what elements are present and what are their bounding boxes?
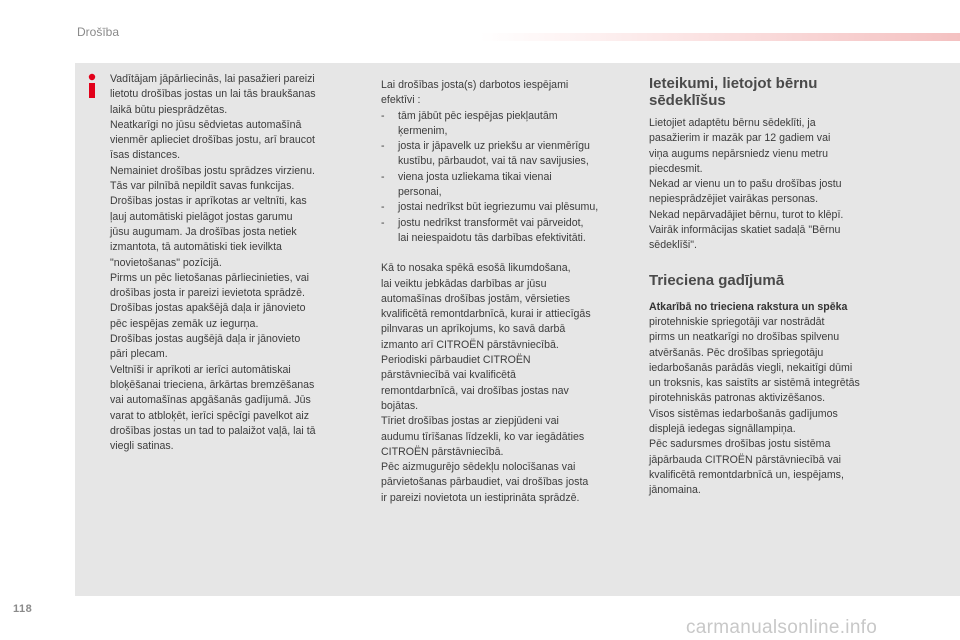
dash-marker: -: [381, 109, 385, 122]
info-icon: [85, 73, 99, 99]
text-line: Nekad ar vienu un to pašu drošības jostu: [649, 178, 842, 191]
text-line: displejā iedegas signāllampiņa.: [649, 423, 796, 436]
spacer: [381, 246, 631, 261]
text-line: viņa augums nepārsniedz vienu metru: [649, 147, 829, 160]
intro-line: Lai drošības josta(s) darbotos iespējami: [381, 79, 569, 91]
text-line: pēc iespējas zemāk uz iegurņa.: [110, 317, 259, 330]
text-line: Visos sistēmas iedarbošanās gadījumos: [649, 407, 838, 420]
text-line: bloķēšanai trieciena, ārkārtas bremzēšanas: [110, 378, 315, 391]
list-item-continuation: lai neiespaidotu tās darbības efektivitāti.: [398, 231, 586, 244]
text-line: izmanto arī CITROËN pārstāvniecībā.: [381, 338, 559, 351]
column-3: [649, 75, 899, 499]
column-1: [110, 72, 360, 454]
list-item-continuation: kustību, pārbaudot, vai tā nav savijusies,: [398, 155, 589, 168]
text-line: ir pareizi novietota un iestiprināta sprādzē.: [381, 491, 580, 504]
text-line: Kā to nosaka spēkā esošā likumdošana,: [381, 262, 571, 275]
text-line: Veltnīši ir aprīkoti ar ierīci automātiskai: [110, 363, 291, 376]
text-line: jāpārbauda CITROËN pārstāvniecībā vai: [649, 453, 841, 466]
text-line: sēdeklīši".: [649, 239, 697, 252]
intro-line: efektīvi :: [381, 94, 421, 107]
dash-marker: -: [381, 201, 385, 214]
text-line: kvalificētā remontdarbnīcā, kurai ir attiecīgās: [381, 308, 591, 321]
heading-in-case-of-impact: Trieciena gadījumā: [649, 271, 785, 289]
header-accent-bar: [480, 33, 960, 41]
text-line: Tīriet drošības jostas ar ziepjūdeni vai: [381, 415, 559, 428]
list-item-text: josta ir jāpavelk uz priekšu ar vienmērīgu: [398, 140, 590, 153]
text-line: pirotehniskās patronas aktivizēšanos.: [649, 392, 826, 405]
text-line: lai veiktu jebkādas darbības ar jūsu: [381, 277, 547, 290]
text-line: "novietošanas" pozīcijā.: [110, 256, 222, 269]
text-line: Pēc aizmugurējo sēdekļu nolocīšanas vai: [381, 461, 576, 474]
dash-marker: -: [381, 170, 385, 183]
text-line: Pirms un pēc lietošanas pārliecinieties, vai: [110, 271, 310, 284]
text-line: bojātas.: [381, 399, 419, 412]
text-line: pārvietošanas pārbaudiet, vai drošības josta: [381, 476, 589, 489]
text-line: nepiesprādzējiet vairākas personas.: [649, 193, 819, 206]
text-line: automašīnas drošības jostām, vērsieties: [381, 292, 571, 305]
text-line: viegli satinas.: [110, 440, 174, 453]
text-line: Nemainiet drošības jostu sprādzes virzienu.: [110, 164, 315, 177]
text-line: Vadītājam jāpārliecinās, lai pasažieri pareizi: [110, 73, 315, 85]
heading-line: Ieteikumi, lietojot bērnu: [649, 75, 818, 92]
text-line: CITROËN pārstāvniecībā.: [381, 445, 504, 458]
text-line: ļauj automātiski pielāgot jostas garumu: [110, 210, 293, 223]
text-line: jūsu augumam. Ja drošības josta netiek: [110, 225, 297, 238]
text-line: atvēršanās. Pēc drošības spriegotāju: [649, 346, 824, 359]
text-line: piecdesmit.: [649, 162, 703, 175]
dash-marker: -: [381, 216, 385, 229]
bold-lead-line: Atkarībā no trieciena rakstura un spēka: [649, 300, 848, 313]
text-line: drošības josta ir pareizi ievietota sprādzē.: [110, 287, 305, 300]
text-line: Drošības jostas apakšējā daļa ir jānovieto: [110, 302, 306, 315]
watermark: carmanualsonline.info: [686, 617, 878, 638]
list-item-text: tām jābūt pēc iespējas piekļautām: [398, 109, 558, 122]
text-line: Vairāk informācijas skatiet sadaļā "Bērnu: [649, 224, 841, 237]
text-line: izmantota, tā automātiski tiek ievilkta: [110, 241, 282, 254]
list-item: [381, 170, 631, 185]
text-line: īsas distances.: [110, 149, 181, 162]
heading-child-seats: [649, 75, 899, 109]
text-line: pasažierim ir mazāk par 12 gadiem vai: [649, 132, 831, 145]
text-line: lietotu drošības jostas un lai tās braukšanas: [110, 88, 316, 101]
text-line: Neatkarīgi no jūsu sēdvietas automašīnā: [110, 118, 302, 131]
text-line: audumu tīrīšanas līdzekli, ko var iegādāties: [381, 430, 585, 443]
section-title: Drošība: [77, 25, 120, 39]
column-2: [381, 78, 631, 506]
page-number: 118: [13, 603, 33, 615]
text-line: pirms un neatkarīgi no drošības spilvenu: [649, 331, 840, 344]
list-item-continuation: ķermenim,: [398, 124, 448, 137]
text-line: drošības jostas un tad to palaižot vaļā, lai tā: [110, 424, 316, 437]
list-item-text: jostai nedrīkst būt iegriezumu vai plēsumu,: [398, 201, 599, 214]
list-item: [381, 216, 631, 231]
text-line: Drošības jostas ir aprīkotas ar veltnīti, kas: [110, 195, 307, 208]
heading-line: sēdeklīšus: [649, 92, 726, 109]
text-line: jānomaina.: [649, 484, 701, 497]
text-line: Drošības jostas augšējā daļa ir jānovieto: [110, 333, 301, 346]
text-line: Nekad nepārvadājiet bērnu, turot to klēpī.: [649, 208, 844, 221]
dash-marker: -: [381, 140, 385, 153]
text-line: kvalificētā remontdarbnīcā un, iespējams,: [649, 468, 844, 481]
text-line: pāri plecam.: [110, 348, 168, 361]
list-item-text: viena josta uzliekama tikai vienai: [398, 170, 552, 183]
list-item-text: jostu nedrīkst transformēt vai pārveidot,: [398, 216, 584, 229]
list-item: [381, 200, 631, 215]
text-line: iedarbošanās parādās viegli, nekaitīgi dūmi: [649, 361, 853, 374]
text-line: Tās var pilnībā nepildīt savas funkcijas.: [110, 180, 295, 193]
list-item-continuation: personai,: [398, 186, 442, 199]
text-line: un troksnis, kas saistīts ar sistēmā integrētās: [649, 377, 860, 390]
text-line: vienmēr aplieciet drošības jostu, arī braucot: [110, 134, 315, 147]
list-item: [381, 139, 631, 154]
text-line: laikā būtu piesprādzētas.: [110, 103, 228, 116]
text-line: varat to atbloķēt, ierīci spēcīgi pavelkot aiz: [110, 409, 310, 422]
text-line: vai automašīnas apgāšanās gadījumā. Jūs: [110, 394, 311, 407]
text-line: pirotehniskie spriegotāji var nostrādāt: [649, 315, 825, 328]
text-line: Pēc sadursmes drošības jostu sistēma: [649, 438, 831, 451]
text-line: Lietojiet adaptētu bērnu sēdeklīti, ja: [649, 117, 816, 129]
text-line: Periodiski pārbaudiet CITROËN: [381, 354, 531, 367]
text-line: pilnvaras un aprīkojums, ko savā darbā: [381, 323, 566, 336]
text-line: remontdarbnīcā, vai drošības jostas nav: [381, 384, 569, 397]
text-line: pārstāvniecībā vai kvalificētā: [381, 369, 516, 382]
list-item: [381, 109, 631, 124]
